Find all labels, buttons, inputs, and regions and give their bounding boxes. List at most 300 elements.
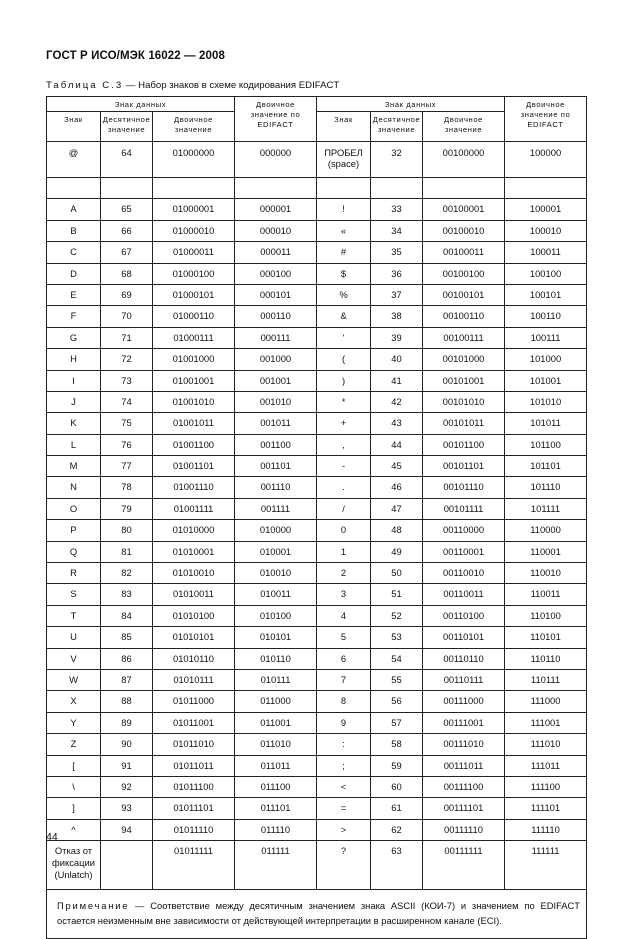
sub-header-binary: Двоичное значение [423,112,505,142]
table-row [47,199,587,220]
right-sign-cell: 7 [317,669,371,690]
left-decimal-cell: 90 [101,734,153,755]
table-row [47,541,587,562]
table-row [47,563,587,584]
left-binary-cell: 01000011 [153,242,235,263]
right-sign-cell: 0 [317,520,371,541]
left-binary-cell: 01001011 [153,413,235,434]
left-edifact-cell: 011001 [235,712,317,733]
table-note [47,890,587,939]
right-binary-cell: 00101011 [423,413,505,434]
left-binary-cell: 01000110 [153,306,235,327]
left-decimal-cell: 94 [101,819,153,840]
right-sign-cell: 3 [317,584,371,605]
left-edifact-cell: 001010 [235,391,317,412]
left-edifact-cell: 010010 [235,563,317,584]
table-body [47,142,587,890]
sub-header-decimal: Десятичное значение [371,112,423,142]
page-number: 44 [46,831,58,843]
right-sign-cell: 8 [317,691,371,712]
right-edifact-cell: 100111 [505,327,587,348]
right-decimal-cell: 57 [371,712,423,733]
left-edifact-cell: 011101 [235,798,317,819]
right-binary-cell: 00101000 [423,349,505,370]
group-header-right: Знак данных [317,97,505,112]
left-decimal-cell: 77 [101,456,153,477]
right-sign-cell: 1 [317,541,371,562]
left-decimal-cell: 68 [101,263,153,284]
left-binary-cell: 01000010 [153,220,235,241]
separator-cell [505,178,587,199]
right-sign-cell: ' [317,327,371,348]
left-binary-cell: 01001100 [153,434,235,455]
right-sign-cell: 6 [317,648,371,669]
separator-cell [101,178,153,199]
left-sign-cell: L [47,434,101,455]
left-sign-cell: N [47,477,101,498]
left-decimal-cell: 81 [101,541,153,562]
left-sign-cell: B [47,220,101,241]
left-edifact-cell: 001111 [235,498,317,519]
right-edifact-cell: 101000 [505,349,587,370]
table-row [47,142,587,178]
right-edifact-cell: 111011 [505,755,587,776]
left-sign-cell: @ [47,142,101,178]
group-header-left: Знак данных [47,97,235,112]
binary-header-left: Двоичное значение по EDIFACT [235,97,317,142]
right-decimal-cell: 32 [371,142,423,178]
left-decimal-cell: 91 [101,755,153,776]
right-decimal-cell: 48 [371,520,423,541]
left-decimal-cell: 64 [101,142,153,178]
right-edifact-cell: 101111 [505,498,587,519]
table-row [47,413,587,434]
left-sign-cell: C [47,242,101,263]
right-sign-cell: % [317,284,371,305]
right-sign-cell: « [317,220,371,241]
right-sign-cell: / [317,498,371,519]
table-row [47,306,587,327]
left-decimal-cell: 80 [101,520,153,541]
right-sign-cell: = [317,798,371,819]
right-sign-cell: * [317,391,371,412]
right-sign-cell: , [317,434,371,455]
right-binary-cell: 00110110 [423,648,505,669]
right-decimal-cell: 37 [371,284,423,305]
table-row [47,349,587,370]
table-caption [46,80,339,91]
right-decimal-cell: 34 [371,220,423,241]
right-decimal-cell: 56 [371,691,423,712]
separator-cell [371,178,423,199]
left-edifact-cell: 010110 [235,648,317,669]
note-text: — Соответствие между десятичным значением знака ASCII (КОИ-7) и значением по EDIFACT остается неизменным вне зависимости от действующей интерпретации в расширенном канале (ECI). [57,900,581,927]
left-sign-cell: Z [47,734,101,755]
left-edifact-cell: 001001 [235,370,317,391]
left-sign-cell: K [47,413,101,434]
edifact-character-table [46,96,587,939]
right-edifact-cell: 110100 [505,605,587,626]
right-sign-cell: ? [317,841,371,890]
left-sign-cell: \ [47,776,101,797]
right-binary-cell: 00100111 [423,327,505,348]
left-decimal-cell: 67 [101,242,153,263]
right-edifact-cell: 100001 [505,199,587,220]
right-edifact-cell: 100010 [505,220,587,241]
left-sign-cell: V [47,648,101,669]
right-binary-cell: 00110111 [423,669,505,690]
left-sign-cell: M [47,456,101,477]
left-decimal-cell: 65 [101,199,153,220]
right-edifact-cell: 110111 [505,669,587,690]
left-binary-cell: 01000101 [153,284,235,305]
right-binary-cell: 00111111 [423,841,505,890]
left-decimal-cell: 72 [101,349,153,370]
right-decimal-cell: 63 [371,841,423,890]
left-binary-cell: 01010101 [153,627,235,648]
table-row [47,605,587,626]
note-label: Примечание [57,900,130,912]
left-decimal-cell: 82 [101,563,153,584]
right-edifact-cell: 110011 [505,584,587,605]
right-binary-cell: 00111011 [423,755,505,776]
right-sign-cell: $ [317,263,371,284]
left-edifact-cell: 010111 [235,669,317,690]
right-edifact-cell: 101100 [505,434,587,455]
left-sign-cell: W [47,669,101,690]
right-binary-cell: 00110010 [423,563,505,584]
right-decimal-cell: 45 [371,456,423,477]
document-header: ГОСТ Р ИСО/МЭК 16022 — 2008 [46,50,225,62]
table-row [47,755,587,776]
table-row [47,456,587,477]
left-sign-cell: Y [47,712,101,733]
right-decimal-cell: 46 [371,477,423,498]
sub-header-binary: Двоичное значение [153,112,235,142]
right-decimal-cell: 51 [371,584,423,605]
right-binary-cell: 00111001 [423,712,505,733]
right-decimal-cell: 55 [371,669,423,690]
right-sign-cell: 5 [317,627,371,648]
right-decimal-cell: 54 [371,648,423,669]
right-sign-cell: - [317,456,371,477]
right-edifact-cell: 110001 [505,541,587,562]
left-binary-cell: 01011001 [153,712,235,733]
right-sign-cell: ) [317,370,371,391]
left-binary-cell: 01000111 [153,327,235,348]
left-decimal-cell: 70 [101,306,153,327]
right-binary-cell: 00111000 [423,691,505,712]
right-edifact-cell: 111010 [505,734,587,755]
right-edifact-cell: 110101 [505,627,587,648]
right-decimal-cell: 33 [371,199,423,220]
table-row [47,434,587,455]
left-decimal-cell: 78 [101,477,153,498]
right-sign-cell: . [317,477,371,498]
left-edifact-cell: 010000 [235,520,317,541]
right-edifact-cell: 101001 [505,370,587,391]
right-decimal-cell: 60 [371,776,423,797]
right-binary-cell: 00100010 [423,220,505,241]
left-binary-cell: 01000001 [153,199,235,220]
left-sign-cell: Q [47,541,101,562]
table-row [47,584,587,605]
separator-cell [235,178,317,199]
left-edifact-cell: 000000 [235,142,317,178]
table-row [47,776,587,797]
left-binary-cell: 01011111 [153,841,235,890]
right-decimal-cell: 41 [371,370,423,391]
left-edifact-cell: 000111 [235,327,317,348]
table-row [47,520,587,541]
left-edifact-cell: 010001 [235,541,317,562]
binary-header-right: Двоичное значение по EDIFACT [505,97,587,142]
left-sign-cell: A [47,199,101,220]
left-sign-cell: H [47,349,101,370]
right-decimal-cell: 39 [371,327,423,348]
right-binary-cell: 00111110 [423,819,505,840]
right-sign-cell: ! [317,199,371,220]
table-row [47,477,587,498]
left-edifact-cell: 011010 [235,734,317,755]
table-row [47,498,587,519]
right-decimal-cell: 44 [371,434,423,455]
left-decimal-cell: 75 [101,413,153,434]
right-sign-cell: ПРОБЕЛ (space) [317,142,371,178]
left-decimal-cell: 73 [101,370,153,391]
right-edifact-cell: 101011 [505,413,587,434]
table-row [47,220,587,241]
left-binary-cell: 01010010 [153,563,235,584]
right-edifact-cell: 110000 [505,520,587,541]
table-row [47,734,587,755]
left-binary-cell: 01001101 [153,456,235,477]
left-edifact-cell: 000001 [235,199,317,220]
right-sign-cell: < [317,776,371,797]
sub-header-sign: Знак [317,112,371,142]
left-sign-cell: S [47,584,101,605]
left-binary-cell: 01001010 [153,391,235,412]
left-sign-cell: T [47,605,101,626]
left-sign-cell: Отказ от фиксации (Unlatch) [47,841,101,890]
left-edifact-cell: 010101 [235,627,317,648]
right-edifact-cell: 110110 [505,648,587,669]
right-edifact-cell: 111000 [505,691,587,712]
left-edifact-cell: 001100 [235,434,317,455]
right-decimal-cell: 62 [371,819,423,840]
right-decimal-cell: 53 [371,627,423,648]
left-sign-cell: P [47,520,101,541]
left-sign-cell: E [47,284,101,305]
left-decimal-cell: 92 [101,776,153,797]
right-decimal-cell: 35 [371,242,423,263]
left-binary-cell: 01010001 [153,541,235,562]
left-binary-cell: 01001001 [153,370,235,391]
right-binary-cell: 00110011 [423,584,505,605]
right-edifact-cell: 100000 [505,142,587,178]
right-sign-cell: > [317,819,371,840]
right-sign-cell: # [317,242,371,263]
left-edifact-cell: 001011 [235,413,317,434]
left-sign-cell: R [47,563,101,584]
right-binary-cell: 00100101 [423,284,505,305]
left-decimal-cell: 83 [101,584,153,605]
table-row [47,798,587,819]
left-sign-cell: I [47,370,101,391]
right-sign-cell: : [317,734,371,755]
table-row [47,712,587,733]
left-binary-cell: 01011010 [153,734,235,755]
left-decimal-cell: 76 [101,434,153,455]
row-separator [47,178,587,199]
left-edifact-cell: 000010 [235,220,317,241]
right-binary-cell: 00101111 [423,498,505,519]
right-edifact-cell: 111001 [505,712,587,733]
right-binary-cell: 00100100 [423,263,505,284]
left-edifact-cell: 011111 [235,841,317,890]
right-binary-cell: 00111010 [423,734,505,755]
left-edifact-cell: 000011 [235,242,317,263]
right-decimal-cell: 40 [371,349,423,370]
left-decimal-cell: 93 [101,798,153,819]
left-binary-cell: 01010011 [153,584,235,605]
right-edifact-cell: 101010 [505,391,587,412]
left-edifact-cell: 011100 [235,776,317,797]
sub-header-sign: Знак [47,112,101,142]
right-decimal-cell: 49 [371,541,423,562]
right-binary-cell: 00101110 [423,477,505,498]
left-binary-cell: 01001110 [153,477,235,498]
left-sign-cell: D [47,263,101,284]
left-decimal-cell: 69 [101,284,153,305]
left-binary-cell: 01000100 [153,263,235,284]
right-sign-cell: 2 [317,563,371,584]
right-sign-cell: 9 [317,712,371,733]
left-edifact-cell: 000110 [235,306,317,327]
left-edifact-cell: 011000 [235,691,317,712]
left-sign-cell: O [47,498,101,519]
right-sign-cell: & [317,306,371,327]
left-sign-cell: F [47,306,101,327]
right-binary-cell: 00110001 [423,541,505,562]
left-edifact-cell: 001110 [235,477,317,498]
left-edifact-cell: 011011 [235,755,317,776]
left-decimal-cell: 89 [101,712,153,733]
right-edifact-cell: 111101 [505,798,587,819]
right-decimal-cell: 36 [371,263,423,284]
table-row [47,691,587,712]
right-binary-cell: 00100000 [423,142,505,178]
left-edifact-cell: 001101 [235,456,317,477]
table-row [47,327,587,348]
sub-header-decimal: Десятичное значение [101,112,153,142]
table-caption-label: Таблица С.3 [46,80,124,91]
right-binary-cell: 00110100 [423,605,505,626]
left-decimal-cell: 66 [101,220,153,241]
left-decimal-cell: 74 [101,391,153,412]
separator-cell [423,178,505,199]
table-row [47,819,587,840]
right-edifact-cell: 111110 [505,819,587,840]
table-row [47,627,587,648]
left-decimal-cell: 86 [101,648,153,669]
right-sign-cell: ( [317,349,371,370]
left-binary-cell: 01011101 [153,798,235,819]
table-row [47,841,587,890]
left-decimal-cell [101,841,153,890]
table-row [47,669,587,690]
right-binary-cell: 00101001 [423,370,505,391]
right-edifact-cell: 101101 [505,456,587,477]
left-sign-cell: [ [47,755,101,776]
left-sign-cell: ^ [47,819,101,840]
right-edifact-cell: 100101 [505,284,587,305]
left-binary-cell: 01011110 [153,819,235,840]
right-binary-cell: 00101101 [423,456,505,477]
left-edifact-cell: 011110 [235,819,317,840]
right-decimal-cell: 47 [371,498,423,519]
right-decimal-cell: 43 [371,413,423,434]
right-binary-cell: 00100011 [423,242,505,263]
right-edifact-cell: 111100 [505,776,587,797]
right-binary-cell: 00111101 [423,798,505,819]
left-binary-cell: 01010111 [153,669,235,690]
left-edifact-cell: 010100 [235,605,317,626]
right-decimal-cell: 59 [371,755,423,776]
right-edifact-cell: 100110 [505,306,587,327]
left-edifact-cell: 000101 [235,284,317,305]
right-binary-cell: 00111100 [423,776,505,797]
left-edifact-cell: 010011 [235,584,317,605]
right-binary-cell: 00101100 [423,434,505,455]
left-edifact-cell: 001000 [235,349,317,370]
right-decimal-cell: 38 [371,306,423,327]
right-edifact-cell: 100100 [505,263,587,284]
left-binary-cell: 01011000 [153,691,235,712]
right-decimal-cell: 42 [371,391,423,412]
right-decimal-cell: 58 [371,734,423,755]
left-decimal-cell: 85 [101,627,153,648]
left-sign-cell: ] [47,798,101,819]
right-edifact-cell: 110010 [505,563,587,584]
left-decimal-cell: 84 [101,605,153,626]
left-binary-cell: 01001000 [153,349,235,370]
right-edifact-cell: 101110 [505,477,587,498]
left-binary-cell: 01010100 [153,605,235,626]
left-binary-cell: 01010110 [153,648,235,669]
left-sign-cell: U [47,627,101,648]
left-edifact-cell: 000100 [235,263,317,284]
left-decimal-cell: 71 [101,327,153,348]
right-edifact-cell: 111111 [505,841,587,890]
left-binary-cell: 01000000 [153,142,235,178]
right-binary-cell: 00100001 [423,199,505,220]
left-sign-cell: J [47,391,101,412]
right-sign-cell: + [317,413,371,434]
right-decimal-cell: 50 [371,563,423,584]
left-decimal-cell: 87 [101,669,153,690]
table-row [47,391,587,412]
table-row [47,370,587,391]
table-row [47,648,587,669]
separator-cell [317,178,371,199]
right-edifact-cell: 100011 [505,242,587,263]
left-decimal-cell: 79 [101,498,153,519]
table-row [47,284,587,305]
table-row [47,242,587,263]
right-binary-cell: 00100110 [423,306,505,327]
left-decimal-cell: 88 [101,691,153,712]
